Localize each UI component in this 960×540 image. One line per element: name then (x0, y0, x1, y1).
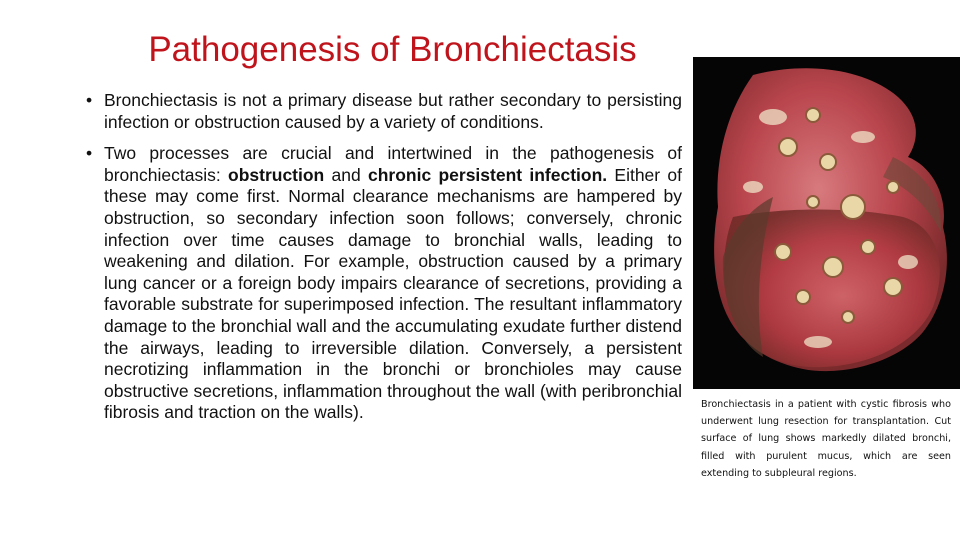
slide-title: Pathogenesis of Bronchiectasis (148, 30, 637, 69)
bullet-item (86, 90, 682, 133)
lung-specimen-illustration (693, 57, 960, 389)
lung-specimen-photo (693, 57, 960, 389)
bold-term-obstruction: obstruction (228, 164, 325, 185)
bold-term-chronic-infection: chronic persistent infection. (367, 164, 608, 185)
bullet-text: Bronchiectasis is not a primary disease but rather secondary to persisting infection or obstruction caused by a variety of conditions. (104, 90, 682, 132)
bullet-list (86, 90, 682, 434)
bullet-item (86, 143, 682, 424)
bullet-marker: • (86, 90, 93, 110)
bullet-text-segment: Either of these may come first. Normal clearance mechanisms are hampered by obstruction, so secondary infection soon follows; conversely, chronic infection over time causes damage to bronchial walls, leading to weakening and dilation. For example, obstruction caused by a primary lung cancer or a foreign body impairs clearance of secretions, providing a favorable substrate for superimposed infection. The resultant inflammatory damage to the bronchial wall and the accumulating exudate further distend the airways, leading to irreversible dilation. Conversely, a persistent necrotizing inflammation in the bronchi or bronchioles may cause obstructive secretions, inflammation throughout the wall (with peribronchial fibrosis and traction on the walls). (104, 164, 682, 423)
bullet-text-segment: Two processes are crucial and intertwined in the pathogenesis of bronchiectasis: (104, 143, 682, 185)
image-caption: Bronchiectasis in a patient with cystic fibrosis who underwent lung resection for transplantation. Cut surface of lung shows markedly dilated bronchi, filled with purulent mucus, which are seen extending to subpleural regions. (701, 399, 951, 479)
bullet-marker: • (86, 143, 93, 164)
bullet-text-segment: and (324, 164, 368, 185)
